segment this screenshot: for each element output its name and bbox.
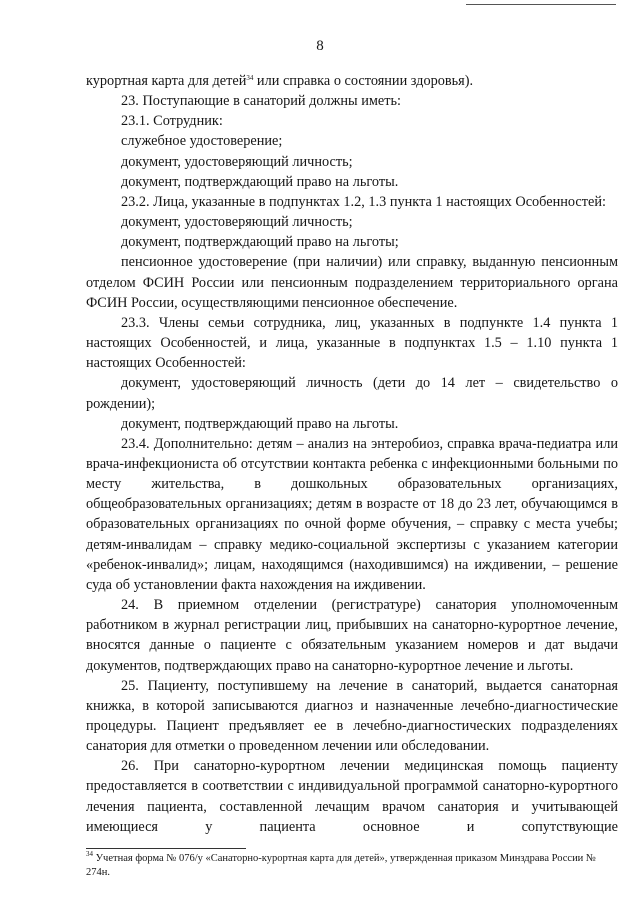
list-item: документ, подтверждающий право на льготы. xyxy=(121,415,399,432)
footnote xyxy=(86,852,618,880)
paragraph-text: или справка о состоянии здоровья). xyxy=(253,73,474,89)
paragraph: 23. Поступающие в санаторий должны иметь: xyxy=(121,93,401,110)
list-item: документ, подтверждающий право на льготы. xyxy=(121,173,399,190)
paragraph-text: курортная карта для детей xyxy=(86,73,247,89)
paragraph: 23.1. Сотрудник: xyxy=(121,113,223,130)
list-item: документ, удостоверяющий личность; xyxy=(121,214,353,231)
footnote-text: Учетная форма № 076/у «Санаторно-курортная карта для детей», утвержденная приказом Минздрава России № 274н. xyxy=(86,853,596,878)
paragraph: 26. При санаторно-курортном лечении медицинская помощь пациенту предоставляется в соответствии с индивидуальной программой санаторно-курортного лечения пациента, составленной лечащим врачом санатория и учитывающей имеющиеся у пациента основное и сопутствующие xyxy=(86,758,618,835)
list-item: документ, удостоверяющий личность; xyxy=(121,153,353,170)
paragraph: 23.3. Члены семьи сотрудника, лиц, указанных в подпункте 1.4 пункта 1 настоящих Особенностей, и лица, указанные в подпунктах 1.5 – 1.10 пункта 1 настоящих Особенностей: xyxy=(86,314,618,372)
paragraph: документ, удостоверяющий личность (дети до 14 лет – свидетельство о рождении); xyxy=(86,375,618,412)
paragraph: 23.2. Лица, указанные в подпунктах 1.2, 1.3 пункта 1 настоящих Особенностей: xyxy=(121,193,606,210)
document-body xyxy=(86,71,618,837)
footnote-reference: 34 xyxy=(246,74,254,82)
page-number: 8 xyxy=(316,38,324,54)
paragraph: пенсионное удостоверение (при наличии) или справку, выданную пенсионным отделом ФСИН России или пенсионным подразделением территориального органа ФСИН России, осуществляющими пенсионное обеспечение. xyxy=(86,254,618,311)
list-item: документ, подтверждающий право на льготы; xyxy=(121,234,399,251)
paragraph xyxy=(86,71,618,91)
footnote-mark: 34 xyxy=(86,850,93,858)
paragraph: 24. В приемном отделении (регистратуре) санатория уполномоченным работником в журнал регистрации лиц, прибывших на санаторно-курортное лечение, вносятся данные о пациенте с обязательным указанием номеров и дат выдачи документов, подтверждающих право на санаторно-курортное лечение и льготы. xyxy=(86,597,618,674)
footnote-separator xyxy=(86,848,246,849)
paragraph: 23.4. Дополнительно: детям – анализ на энтеробиоз, справка врача-педиатра или врача-инфекциониста об отсутствии контакта ребенка с инфекционными больными по месту жительства, в дошкольных образовательных организациях, общеобразовательных организациях; детям в возрасте от 18 до 23 лет, обучающимся в образовательных организациях по очной форме обучения, – справку с места учебы; детям-инвалидам – справку медико-социальной экспертизы с указанием категории «ребенок-инвалид»; лицам, находящимся (находившимся) на иждивении, – решение суда об установлении факта нахождения на иждивении. xyxy=(86,435,618,593)
list-item: служебное удостоверение; xyxy=(121,133,283,150)
top-rule xyxy=(466,4,616,5)
paragraph: 25. Пациенту, поступившему на лечение в санаторий, выдается санаторная книжка, в которой записываются диагноз и назначенные лечебно-диагностические процедуры. Пациент предъявляет ее в лечебно-диагностических подразделениях санатория для отметки о проведенном лечении или обследовании. xyxy=(86,677,618,755)
